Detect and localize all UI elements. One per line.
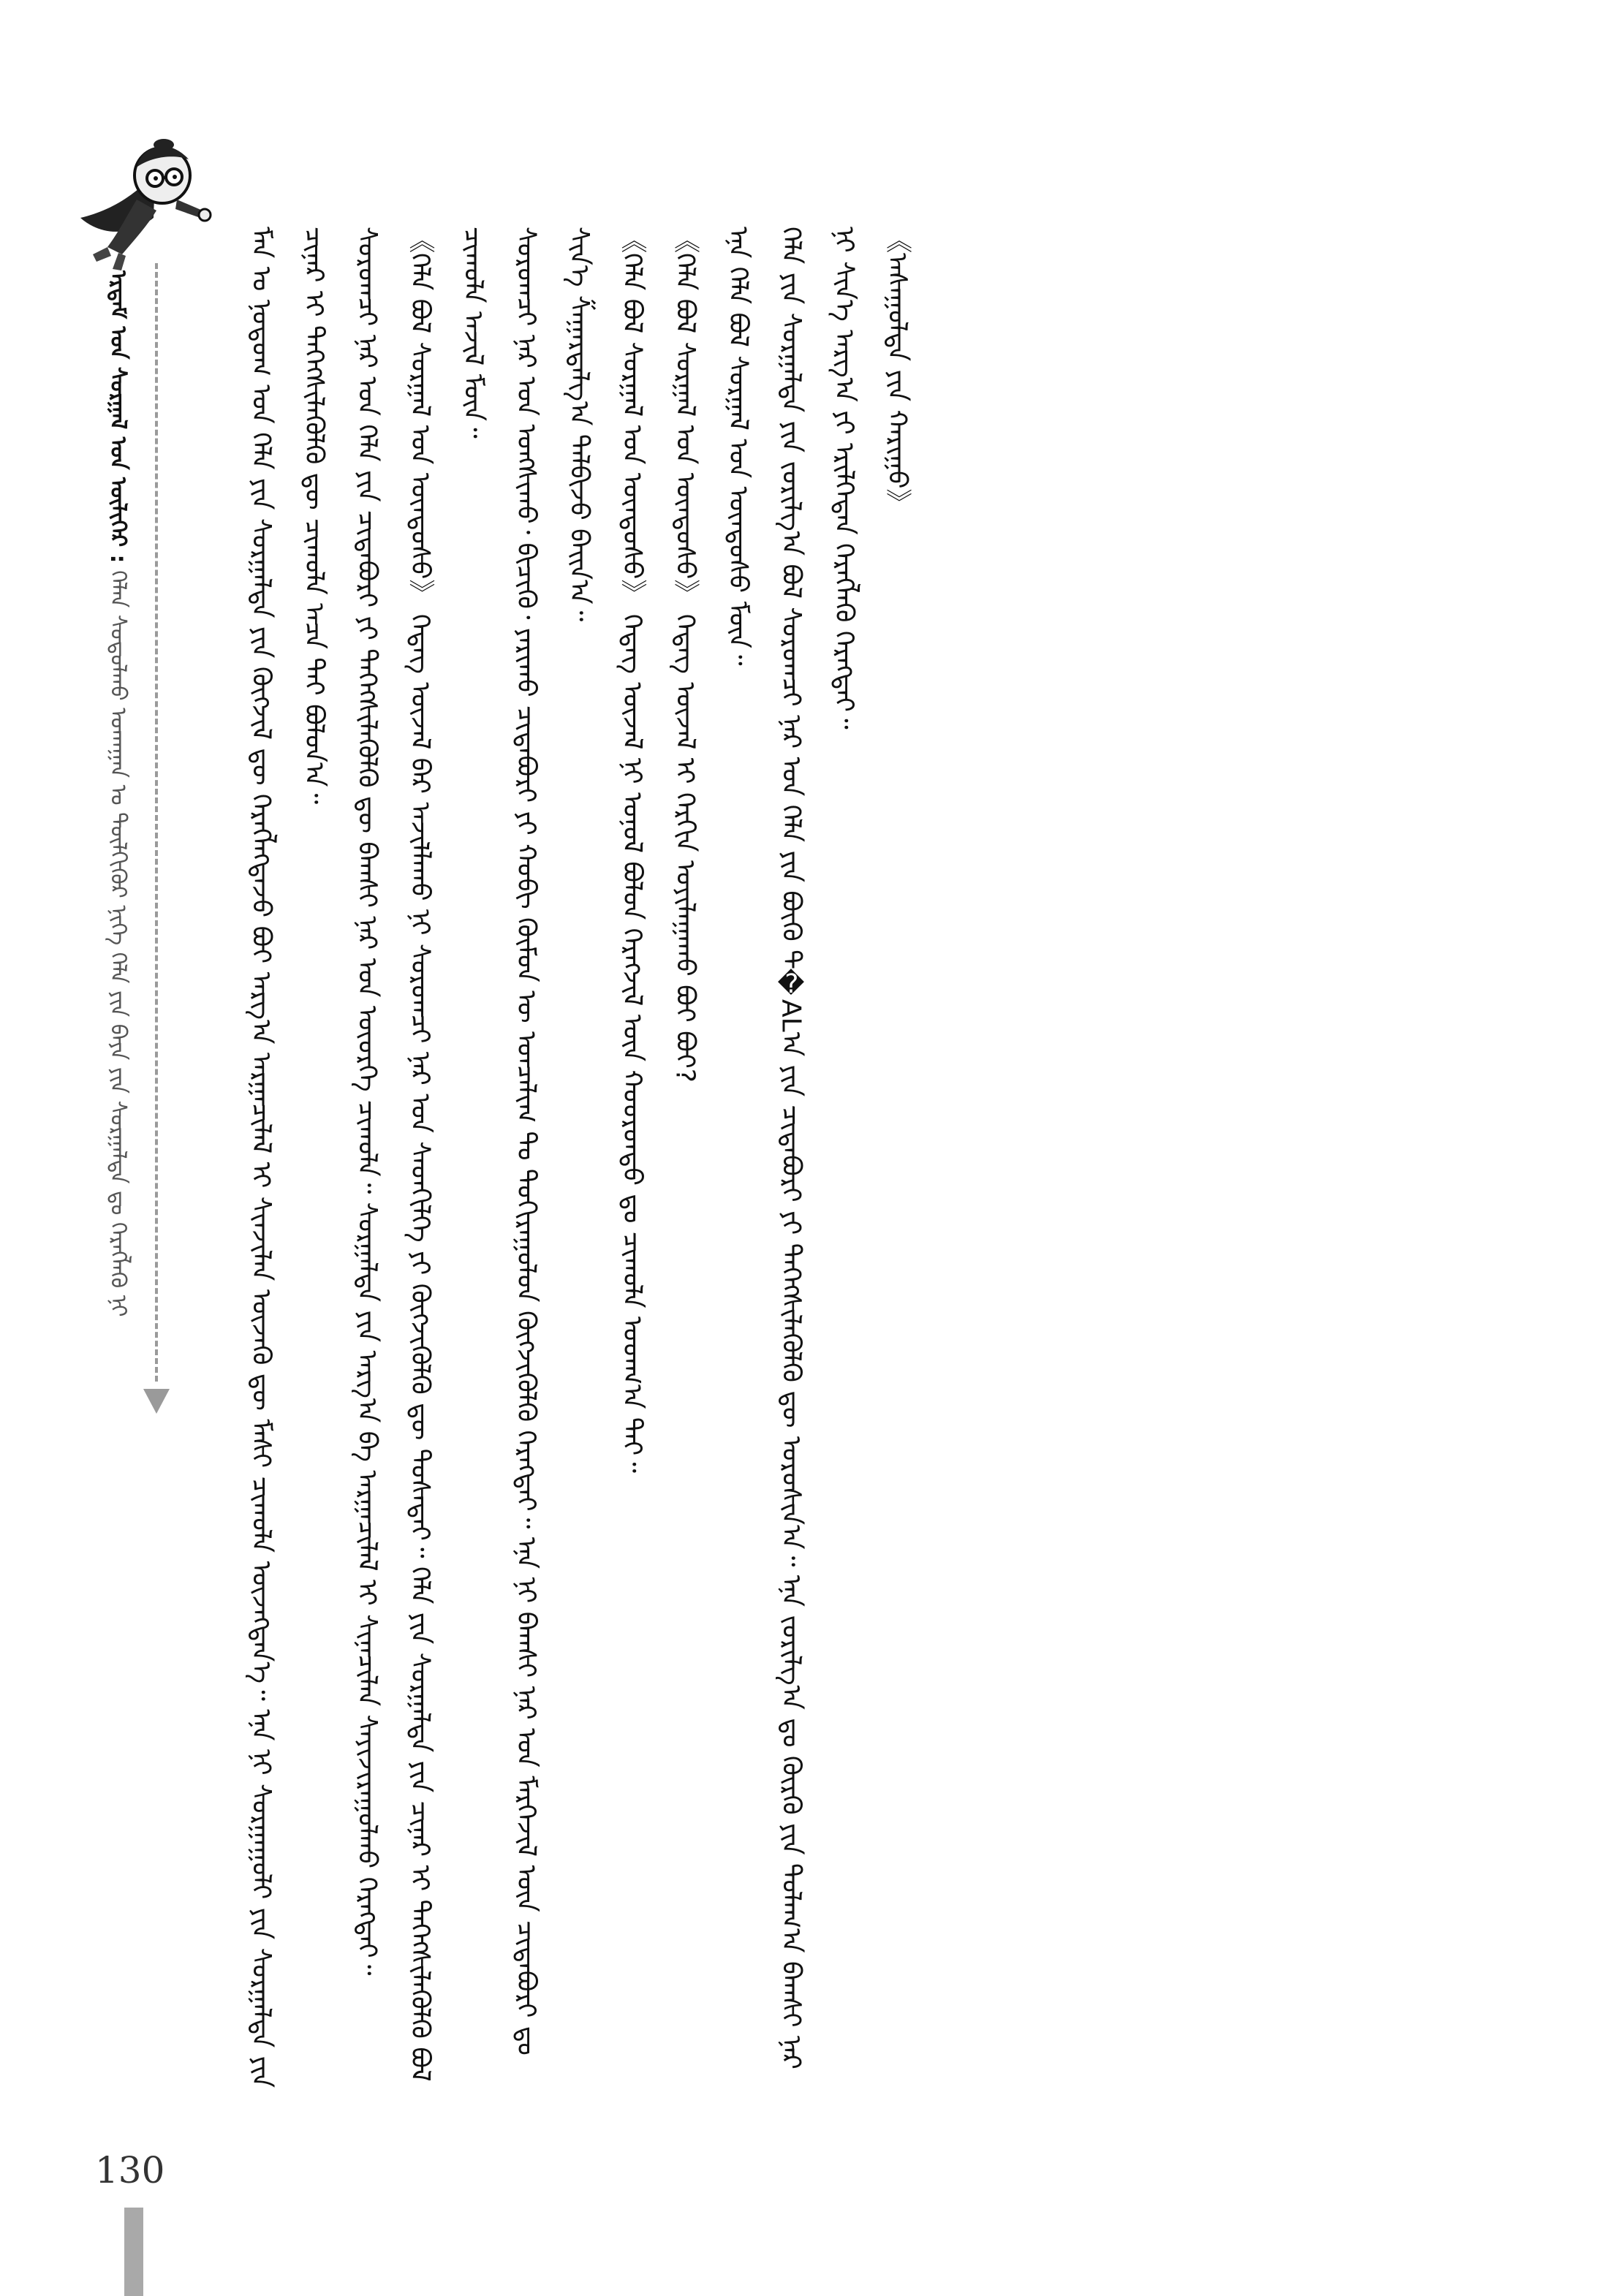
paragraph: ᠰᠤᠷᠤᠭᠴᠢ ᠨᠠᠷ ᠤᠨ ᠤᠩᠰᠢᠬᠤ᠂ ᠪᠢᠴᠢᠬᠦ᠂ ᠶᠠᠷᠢᠬᠤ ᠴᠢᠳᠠᠪᠤᠷᠢ ᠶᠢ ᠬᠤᠪᠢ ᠬᠦᠮᠦᠨ ᠦ ᠣᠨᠴᠠᠯᠢᠭ ᠲᠤ ᠲᠣᠬᠢᠷᠠᠭᠤᠯᠤᠨ ᠬᠥᠭᠵᠢᠭᠦᠯᠬᠦ ᠬᠡᠷᠡᠭᠲᠡᠢ᠃ ᠡᠨᠡ ᠨᠢ ᠪᠠᠭᠰᠢ ᠨᠠᠷ ᠤᠨ ᠮᠡᠷᠭᠡᠵᠢᠯ ᠦᠨ ᠴᠢᠳᠠᠪᠤᠷᠢ ᠳᠤ ᠰᠢᠨ᠎ᠡ ᠱᠠᠭᠠᠷᠳᠠᠯᠭ᠎ᠠ ᠲᠠᠯᠪᠢᠵᠤ ᠪᠠᠢᠨ᠎ᠠ᠃	[511, 227, 594, 2056]
triangle-marker-icon	[143, 1389, 170, 1414]
paragraph: ᠬᠡᠯᠡ ᠶᠢᠨ ᠰᠤᠷᠭᠠᠯᠲᠠ ᠶᠢᠨ ᠵᠣᠷᠢᠯᠭ᠎ᠠ ᠪᠣᠯ ᠰᠤᠷᠤᠭᠴᠢ ᠨᠠᠷ ᠤᠨ ᠬᠡᠯᠡ ᠶᠢᠨ ᠪᠦᠬᠦ ᠲ�ALᠠ ᠶᠢᠨ ᠴᠢᠳᠠᠪᠤᠷᠢ ᠶᠢ ᠳᠡᠭᠡᠭᠰᠢᠯᠡᠭᠦᠯᠬᠦ ᠳᠦ ᠣᠷᠤᠰᠢᠨ᠎ᠠ᠃ ᠡᠨᠡ ᠵᠣᠷᠢᠯᠭ᠎ᠠ ᠳᠤ ᠬᠦᠷᠬᠦ ᠶᠢᠨ ᠲᠤᠯᠠᠭ᠎ᠠ ᠪᠠᠭᠰᠢ ᠨᠠᠷ ᠨᠢ ᠰᠢᠨ᠎ᠡ ᠠᠷᠭ᠎ᠠ ᠶᠢ ᠡᠷᠢᠯᠬᠡᠳᠡᠨ ᠬᠡᠷᠡᠭᠯᠡᠬᠦ ᠬᠡᠷᠡᠭᠲᠡᠢ᠃	[776, 227, 859, 2069]
paragraph: 《ᠬᠡᠯᠡ ᠪᠣᠯ ᠰᠤᠷᠭᠠᠯ ᠤᠨ ᠦᠨᠳᠦᠰᠦ》 ᠭᠡᠳᠡᠭ ᠦᠵᠡᠯ ᠪᠠᠷ ᠠᠵᠢᠯᠯᠠᠬᠤ ᠨᠢ ᠰᠤᠷᠤᠭᠴᠢ ᠨᠠᠷ ᠤᠨ ᠰᠡᠳᠬᠢᠯᠬᠡ ᠶᠢ ᠬᠥᠭᠵᠢᠭᠦᠯᠬᠦ ᠳᠦ ᠲᠤᠰᠠᠲᠠᠢ᠃ ᠬᠡᠯᠡ ᠶᠢᠨ ᠰᠤᠷᠭᠠᠯᠲᠠ ᠶᠢᠨ ᠴᠢᠨᠠᠷ ᠢ ᠳᠡᠭᠡᠭᠰᠢᠯᠡᠭᠦᠯᠬᠦ ᠪᠣᠯ ᠴᠢᠬᠤᠯᠠ ᠠᠵᠢᠯ ᠮᠥᠨ᠃	[405, 227, 488, 2082]
running-header-title: ᠬᠡᠯᠡᠨ ᠰᠤᠳᠤᠯᠬᠤ ᠤᠬᠠᠭᠠᠨ ᠤ ᠲᠦᠯᠬᠢᠭᠦᠷ ᠨᠢᠭᠡ ᠬᠡᠯᠡ ᠶᠢᠨ ᠪᠡᠶᠡ ᠶᠢᠨ ᠰᠤᠷᠭᠠᠯᠲᠠ ᠳᠤ ᠬᠡᠷᠡᠭᠯᠡᠬᠦ ᠨᠢ	[105, 570, 131, 1317]
paragraph: 《ᠬᠡᠯᠡ ᠪᠣᠯ ᠰᠤᠷᠭᠠᠯ ᠤᠨ ᠦᠨᠳᠦᠰᠦ》 ᠭᠡᠳᠡᠭ ᠦᠵᠡᠯ ᠢ ᠬᠡᠷᠬᠢᠨ ᠣᠶᠢᠯᠠᠭᠠᠬᠤ ᠪᠤᠢ ᠪᠤᠢ?	[670, 227, 700, 1083]
paragraph: ᠡᠨᠡ ᠬᠡᠯᠡ ᠪᠣᠯ ᠰᠤᠷᠭᠠᠯ ᠤᠨ ᠦᠨᠳᠦᠰᠦ ᠮᠥᠨ᠃	[723, 227, 753, 666]
paragraph: 《ᠠᠰᠠᠭᠤᠯᠲᠠ ᠶᠢᠨ ᠬᠠᠷᠢᠭᠤ》	[882, 227, 912, 515]
paragraph: ᠰᠤᠷᠤᠭᠴᠢ ᠨᠠᠷ ᠤᠨ ᠬᠡᠯᠡ ᠶᠢᠨ ᠴᠢᠳᠠᠪᠤᠷᠢ ᠶᠢ ᠳᠡᠭᠡᠭᠰᠢᠯᠡᠭᠦᠯᠬᠦ ᠳᠦ ᠪᠠᠭᠰᠢ ᠨᠠᠷ ᠤᠨ ᠦᠦᠷᠭᠡ ᠴᠢᠬᠤᠯᠠ᠃ ᠰᠤᠷᠭᠠᠯᠲᠠ ᠶᠢᠨ ᠠᠷᠭ᠎ᠠ ᠪᠠ ᠠᠷᠭᠠᠴᠢᠯᠠᠯ ᠢ ᠰᠢᠨᠡᠴᠢᠯᠡᠨ ᠰᠠᠶᠢᠵᠢᠷᠠᠭᠤᠯᠬᠤ ᠬᠡᠷᠡᠭᠲᠡᠢ᠃	[352, 227, 382, 1976]
paragraph: 《ᠬᠡᠯᠡ ᠪᠣᠯ ᠰᠤᠷᠭᠠᠯ ᠤᠨ ᠦᠨᠳᠦᠰᠦ》 ᠭᠡᠳᠡᠭ ᠦᠵᠡᠯ ᠨᠢ ᠣᠨᠣᠯ ᠪᠣᠯᠤᠨ ᠬᠡᠷᠡᠭᠵᠢᠯ ᠦᠨ ᠬᠣᠣᠷᠣᠨᠳᠣ ᠳᠤ ᠴᠢᠬᠤᠯᠠ ᠤᠳᠬ᠎ᠠ ᠲᠠᠢ᠃	[617, 227, 647, 1473]
page-number: 130	[95, 2149, 165, 2191]
flying-boy-mascot-illustration	[67, 130, 221, 276]
dashed-divider	[155, 263, 158, 1382]
page-edge-tab	[124, 2208, 143, 2296]
paragraph: ᠮᠠᠨ ᠤ ᠨᠤᠲᠤᠭ ᠤᠨ ᠬᠡᠯᠡ ᠶᠢᠨ ᠰᠤᠷᠭᠠᠯᠲᠠ ᠶᠢᠨ ᠬᠥᠭᠵᠢᠯ ᠳᠦ ᠬᠡᠷᠡᠭᠯᠡᠭᠳᠡᠵᠦ ᠪᠤᠢ ᠠᠷᠭ᠎ᠠ ᠠᠷᠭᠠᠴᠢᠯᠠᠯ ᠢ ᠰᠢᠨᠵᠢᠯᠡᠨ ᠦᠵᠡᠬᠦ ᠳᠦ ᠮᠠᠰᠢ ᠴᠢᠬᠤᠯᠠ ᠦᠵᠡᠭᠳᠡᠨ᠎ᠡ᠃ ᠡᠨᠡ ᠨᠢ ᠰᠤᠷᠭᠠᠭᠤᠯᠢ ᠶᠢᠨ ᠰᠤᠷᠭᠠᠯᠲᠠ ᠶᠢᠨ ᠴᠢᠨᠠᠷ ᠢ ᠳᠡᠭᠡᠭᠰᠢᠯᠡᠭᠦᠯᠬᠦ ᠳᠦ ᠴᠢᠬᠤᠯᠠ ᠠᠴᠠ ᠲᠠᠢ ᠪᠤᠯᠤᠨ᠎ᠠ᠃	[246, 227, 329, 2088]
body-text	[234, 227, 1433, 2098]
running-header-lead: ᠡᠷᠳᠡᠮ ᠤᠨ ᠰᠤᠷᠭᠠᠯ ᠤᠨ ᠦᠯᠢᠭᠡᠷ :	[105, 270, 131, 564]
running-header	[92, 270, 143, 1367]
